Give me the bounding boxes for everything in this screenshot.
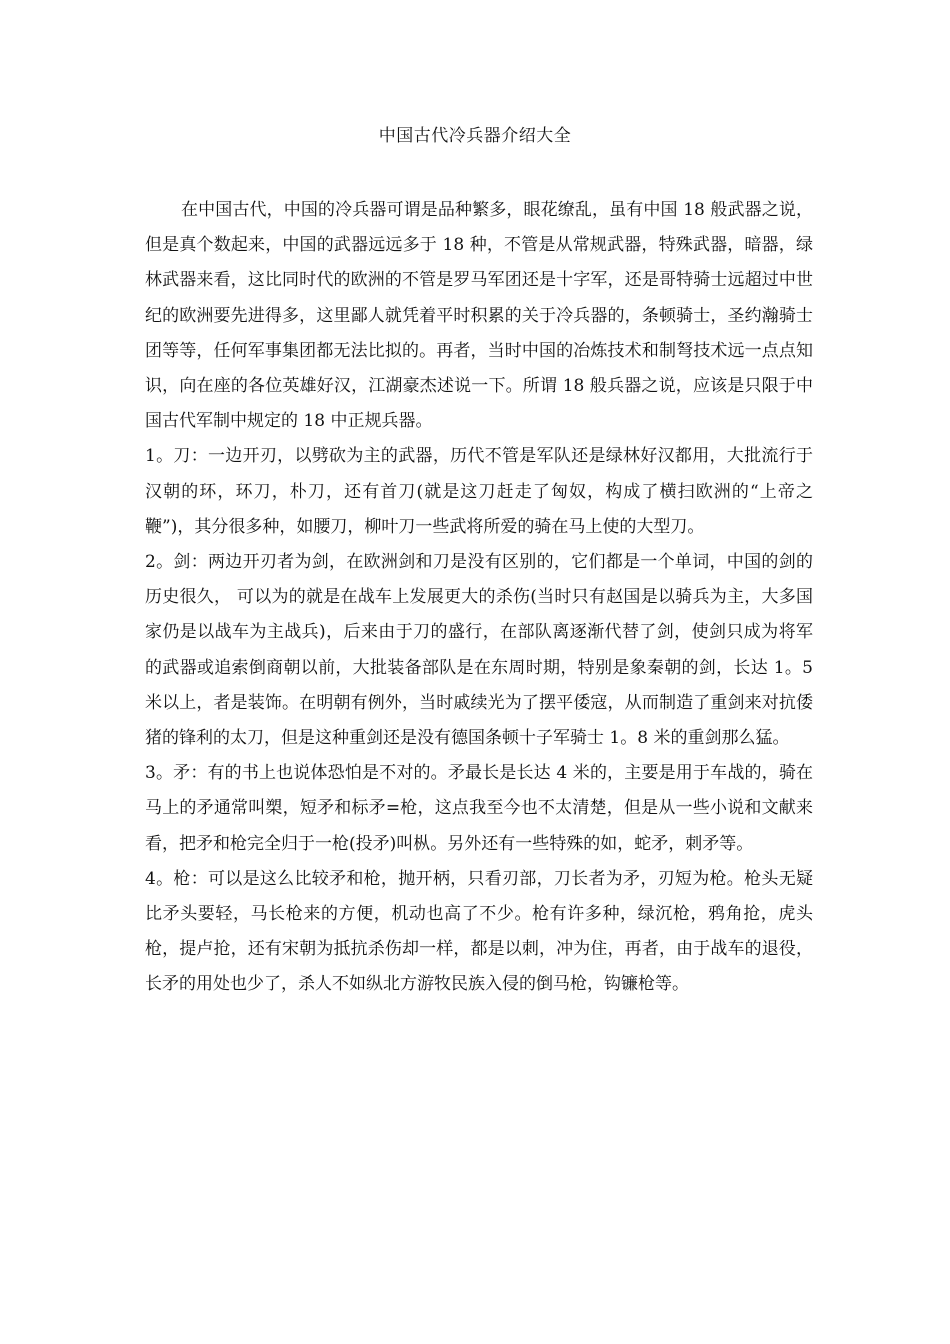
document-title: 中国古代冷兵器介绍大全 (378, 126, 572, 146)
document-body (145, 193, 813, 1003)
item-paragraph-qiang: 4。枪：可以是这么比较矛和枪，抛开柄，只看刃部，刀长者为矛，刃短为枪。枪头无疑比矛头要轻，马长枪来的方便，机动也高了不少。枪有许多种，绿沉枪，鸦角抢，虎头枪，提卢抢，还有宋朝为抵抗杀伤却一样，都是以刺，冲为住，再者，由于战车的退役，长矛的用处也少了，杀人不如纵北方游牧民族入侵的倒马枪，钩镰枪等。 (145, 868, 813, 995)
item-paragraph-mao: 3。矛：有的书上也说体恐怕是不对的。矛最长是长达 4 米的，主要是用于车战的，骑在马上的矛通常叫槊，短矛和标矛=枪，这点我至今也不太清楚，但是从一些小说和文献来看，把矛和枪完全归于一枪(投矛)叫枞。另外还有一些特殊的如，蛇矛，刺矛等。 (145, 763, 813, 854)
item-paragraph-jian: 2。剑：两边开刃者为剑，在欧洲剑和刀是没有区别的，它们都是一个单词，中国的剑的历史很久， 可以为的就是在战车上发展更大的杀伤(当时只有赵国是以骑兵为主，大多国家仍是以战车为主战兵)，后来由于刀的盛行，在部队离逐渐代替了剑，使剑只成为将军的武器或追索倒商朝以前，大批装备部队是在东周时期，特别是象秦朝的剑，长达 1。5 米以上，者是装饰。在明朝有例外，当时戚续光为了摆平倭寇，从而制造了重剑来对抗倭猪的锋利的太刀，但是这种重剑还是没有德国条顿十子军骑士 1。8 米的重剑那么猛。 (145, 552, 813, 749)
item-paragraph-dao: 1。刀：一边开刃，以劈砍为主的武器，历代不管是军队还是绿林好汉都用，大批流行于汉朝的环，环刀，朴刀，还有首刀(就是这刀赶走了匈奴，构成了横扫欧洲的“上帝之鞭”)，其分很多种，如腰刀，柳叶刀一些武将所爱的骑在马上使的大型刀。 (145, 446, 813, 537)
intro-paragraph: 在中国古代，中国的冷兵器可谓是品种繁多，眼花缭乱，虽有中国 18 般武器之说，但是真个数起来，中国的武器远远多于 18 种，不管是从常规武器，特殊武器，暗器，绿林武器来看，这比同时代的欧洲的不管是罗马军团还是十字军，还是哥特骑士远超过中世纪的欧洲要先进得多，这里鄙人就凭着平时积累的关于冷兵器的，条顿骑士，圣约瀚骑士团等等，任何军事集团都无法比拟的。再者，当时中国的冶炼技术和制弩技术远一点点知识，向在座的各位英雄好汉，江湖豪杰述说一下。所谓 18 般兵器之说，应该是只限于中国古代军制中规定的 18 中正规兵器。 (145, 200, 813, 432)
